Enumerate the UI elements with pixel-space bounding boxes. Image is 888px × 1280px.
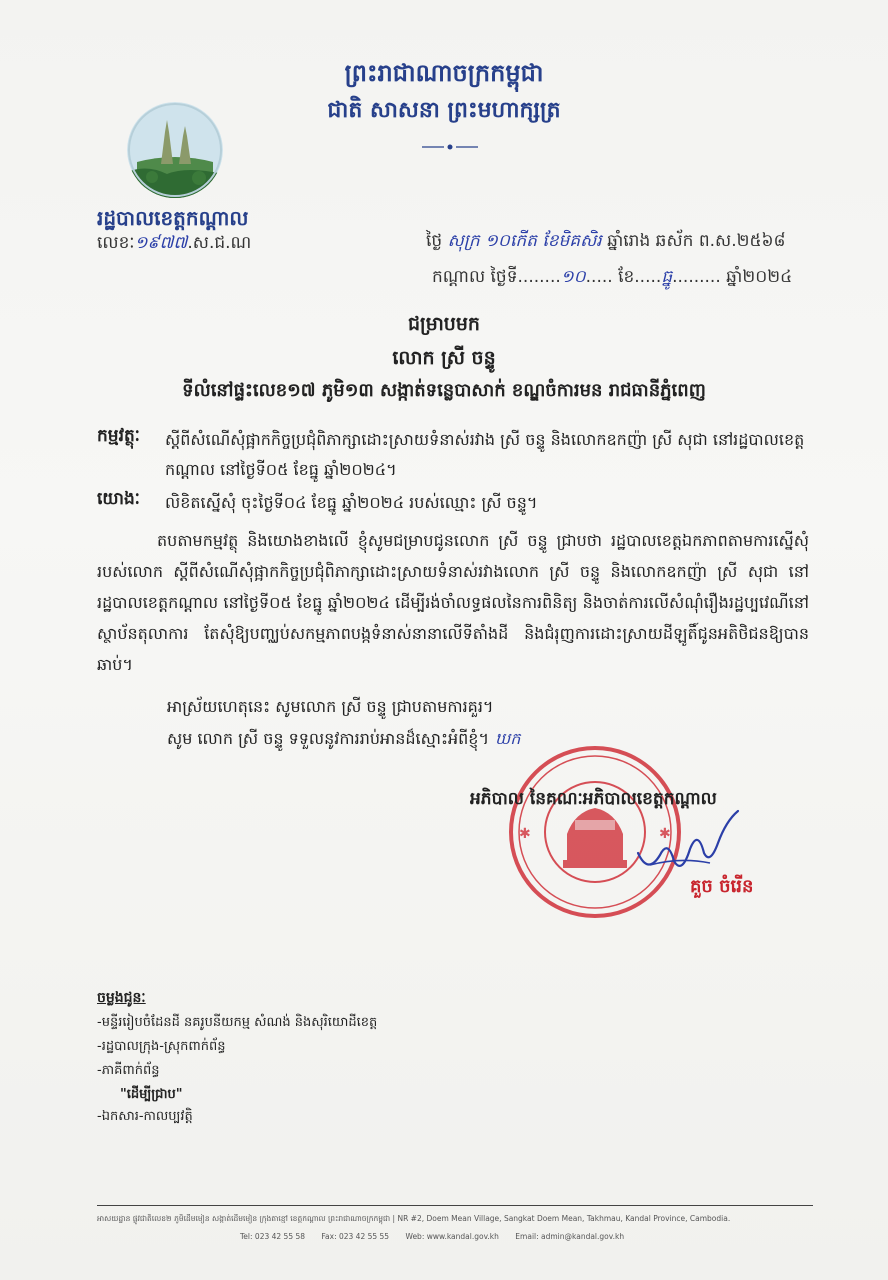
footer-divider	[97, 1205, 813, 1206]
footer-web: Web: www.kandal.gov.kh	[405, 1232, 499, 1241]
svg-text:✱: ✱	[519, 826, 531, 842]
handwritten-initials: ឃក	[494, 729, 521, 748]
place-day-label: កណ្ដាល ថ្ងៃទី	[432, 267, 518, 287]
reference-text: លិខិតស្នើសុំ ចុះថ្ងៃទី០៤ ខែធ្នូ ឆ្នាំ២០២៤ របស់ឈ្មោះ ស្រី ចន្ទូ។	[165, 493, 538, 512]
lunar-prefix: ថ្ងៃ	[426, 231, 443, 251]
subject-label: កម្មវត្ថុៈ	[97, 426, 140, 446]
month-handwritten: ធ្នូ	[661, 267, 673, 287]
issuing-authority: រដ្ឋបាលខេត្តកណ្ដាល	[97, 206, 249, 230]
cc-item-for-info: "ដើម្បីជ្រាប"	[120, 1087, 183, 1102]
year-label: ឆ្នាំ២០២៤	[726, 267, 793, 287]
closing-line-2-text: សូម លោក ស្រី ចន្ទូ ទទួលនូវការរាប់អានដ៏ស្មោះអំពីខ្ញុំ។	[167, 729, 489, 748]
ornament-divider	[420, 142, 480, 152]
signatory-name: គួច ចំរើន	[690, 876, 754, 897]
cc-item: -ភាគីពាក់ព័ន្ធ	[97, 1063, 160, 1078]
cc-item: -មន្ទីររៀបចំដែនដី នគរូបនីយកម្ម សំណង់ និងសុរិយោដីខេត្ត	[97, 1015, 378, 1030]
closing-line-2	[167, 728, 520, 752]
recipient-name: លោក ស្រី ចន្ទូ	[392, 347, 496, 369]
signatory-title: អភិបាល នៃគណៈអភិបាលខេត្តកណ្ដាល	[470, 789, 717, 809]
svg-text:✱: ✱	[659, 826, 671, 842]
footer-address: អាសយដ្ឋាន ផ្លូវជាតិលេខ២ ភូមិដើមមៀន សង្កាត់ដើមមៀន ក្រុងតាខ្មៅ ខេត្តកណ្ដាល ព្រះរាជាណាចក្រកម្ពុជា | NR #2, Doem Mean Village, Sangkat Doem Mean, Takhmau, Kandal Province, Cambodia.	[97, 1214, 731, 1223]
lunar-date-handwritten: សុក្រ ១០កើត ខែមិគសិរ	[447, 231, 602, 251]
lunar-date	[426, 230, 786, 255]
footer-fax: Fax: 023 42 55 55	[321, 1232, 390, 1241]
cc-item: -រដ្ឋបាលក្រុង-ស្រុកពាក់ព័ន្ធ	[97, 1039, 226, 1054]
footer-contacts	[240, 1232, 638, 1241]
national-motto: ជាតិ សាសនា ព្រះមហាក្សត្រ	[327, 98, 561, 123]
ref-prefix: លេខៈ	[97, 233, 135, 253]
month-label: ខែ	[618, 267, 635, 287]
provincial-emblem	[127, 102, 223, 198]
footer-email: Email: admin@kandal.gov.kh	[515, 1232, 625, 1241]
ref-suffix: .ស.ជ.ណ	[187, 233, 252, 253]
handwritten-signature	[630, 805, 745, 880]
footer-tel: Tel: 023 42 55 58	[240, 1232, 306, 1241]
recipient-address: ទីលំនៅផ្ទះលេខ១៧ ភូមិ១៣ សង្កាត់ទន្លេបាសាក់ ខណ្ឌចំការមន រាជធានីភ្នំពេញ	[182, 380, 706, 401]
kingdom-title: ព្រះរាជាណាចក្រកម្ពុជា	[344, 59, 544, 87]
lunar-suffix: ឆ្នាំរោង ឆស័ក ព.ស.២៥៦៨	[607, 231, 786, 251]
cc-item: -ឯកសារ-កាលប្បវត្តិ	[97, 1109, 193, 1124]
salutation: ជម្រាបមក	[408, 313, 480, 335]
reference-label: យោងៈ	[97, 489, 140, 509]
ref-number-handwritten: ១៩៧៧	[134, 233, 188, 253]
reference-number	[97, 232, 251, 257]
day-handwritten: ១០	[560, 267, 586, 287]
letter-body: តបតាមកម្មវត្ថុ និងយោងខាងលើ ខ្ញុំសូមជម្រាបជូនលោក ស្រី ចន្ទូ ជ្រាបថា រដ្ឋបាលខេត្តឯកភាពតាមការស្នើសុំរបស់លោក ស្ដីពីសំណើសុំផ្អាកកិច្ចប្រជុំពិភាក្សាដោះស្រាយទំនាស់រវាងលោក ស្រី ចន្ទូ និងលោកឧកញ៉ា ស្រី សុជា នៅរដ្ឋបាលខេត្តកណ្ដាល នៅថ្ងៃទី០៥ ខែធ្នូ ឆ្នាំ២០២៤ ដើម្បីរង់ចាំលទ្ធផលនៃការពិនិត្យ និងចាត់ការលើសំណុំរឿងរដ្ឋប្បវេណីនៅស្ថាប័នតុលាការ តែសុំឱ្យបញ្ឈប់សកម្មភាពបង្កទំនាស់នានាលើទីតាំងដី និងជំរុញការដោះស្រាយដីឡូតិ៍ជូនអតិថិជនឱ្យបានឆាប់។	[97, 531, 809, 674]
closing-line-1: អាស្រ័យហេតុនេះ សូមលោក ស្រី ចន្ទូ ជ្រាបតាមការគួរ។	[167, 697, 494, 716]
solar-date: កណ្ដាល ថ្ងៃទី........១០..... ខែ.....ធ្នូ......... ឆ្នាំ២០២៤	[432, 267, 793, 287]
cc-title: ចម្លងជូនៈ	[97, 990, 146, 1006]
subject-text: ស្ដីពីសំណើសុំផ្អាកកិច្ចប្រជុំពិភាក្សាដោះស្រាយទំនាស់រវាង ស្រី ចន្ទូ និងលោកឧកញ៉ា ស្រី សុជា នៅរដ្ឋបាលខេត្តកណ្ដាល នៅថ្ងៃទី០៥ ខែធ្នូ ឆ្នាំ២០២៤។	[165, 430, 805, 479]
